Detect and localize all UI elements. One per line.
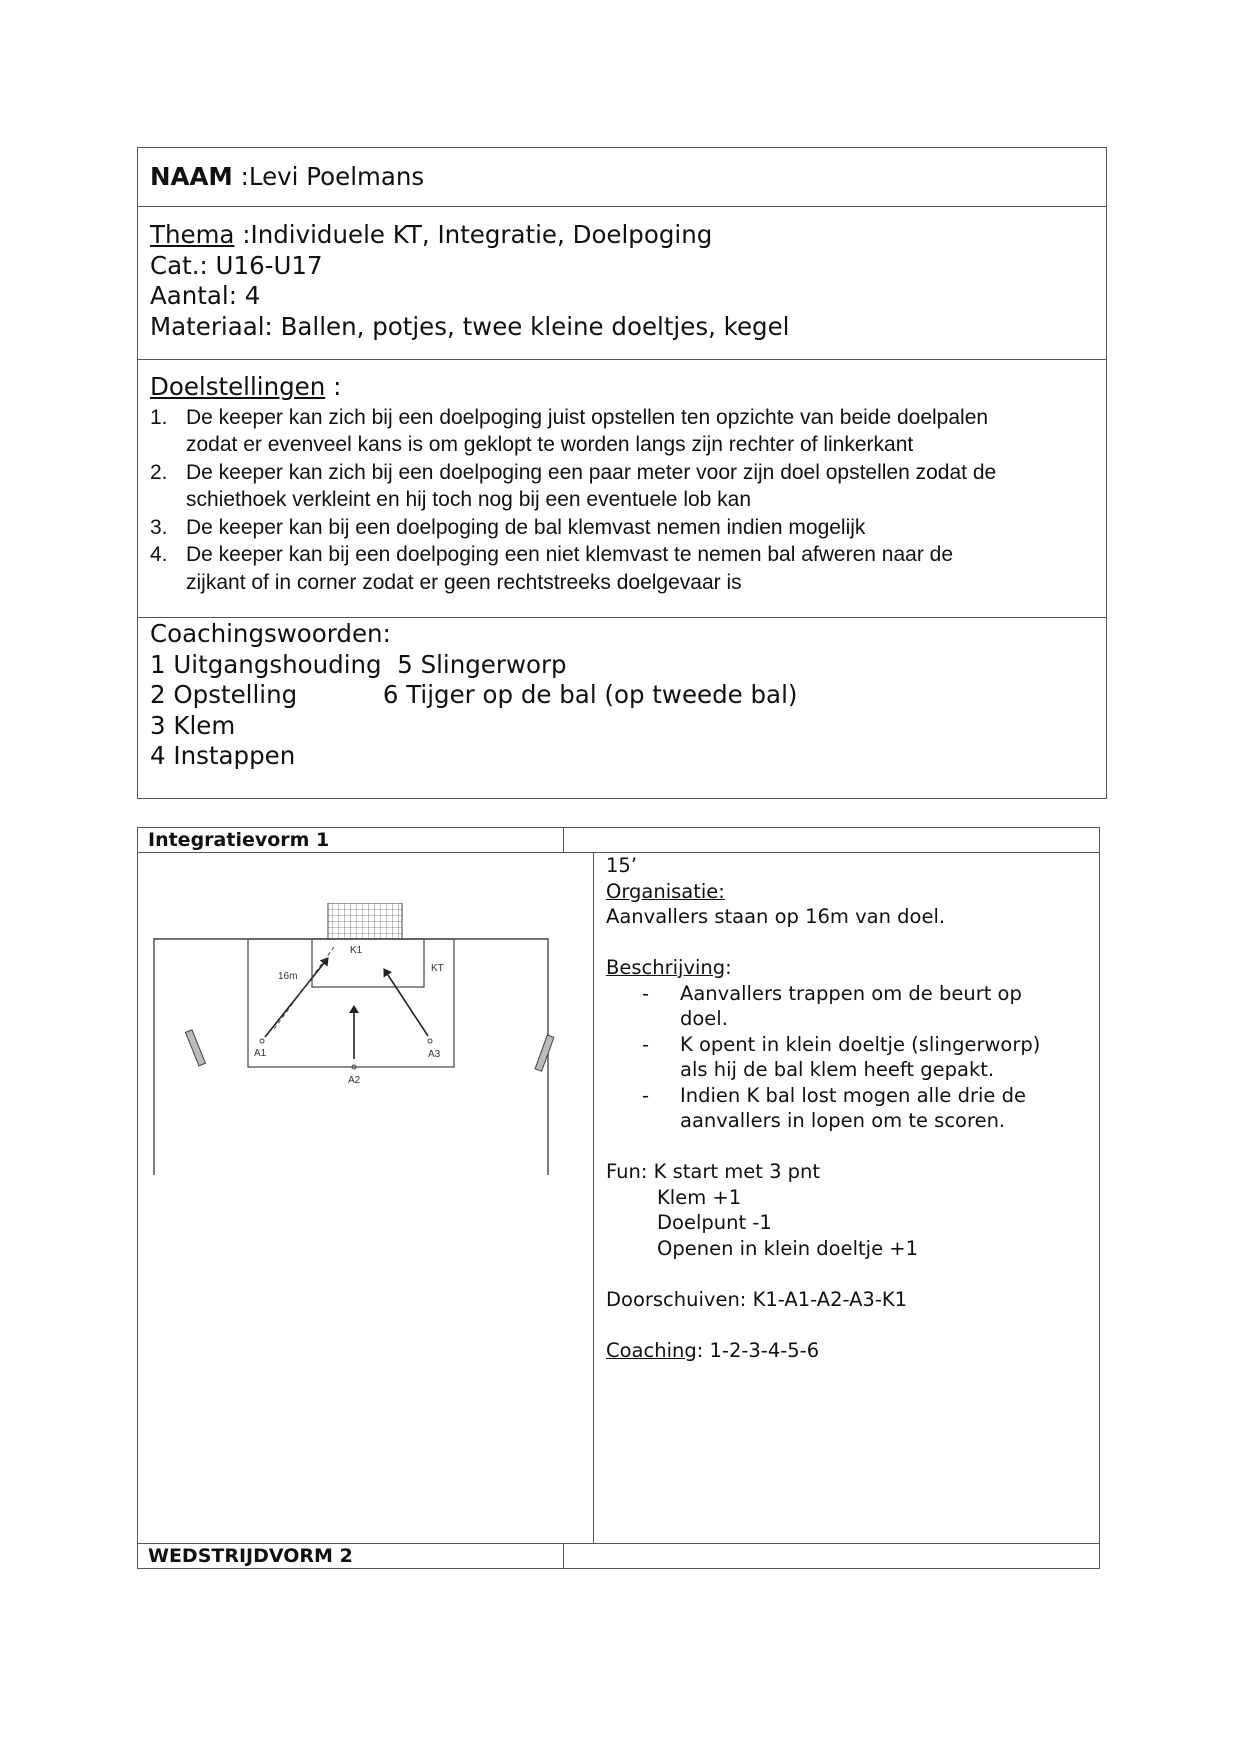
goal-text-line: De keeper kan bij een doelpoging een niet klemvast te nemen bal afweren naar de (186, 543, 954, 566)
fun-item: Klem +1 (657, 1185, 742, 1209)
coachingswoorden-label: Coachingswoorden: (150, 619, 391, 648)
goals-list (150, 404, 1106, 597)
organisatie-label: Organisatie: (606, 879, 725, 903)
next-exercise-row (138, 1543, 1099, 1568)
coaching-value: : 1-2-3-4-5-6 (696, 1338, 820, 1362)
bullet-text-line: als hij de bal klem heeft gepakt. (680, 1058, 995, 1081)
lesson-info-box (137, 147, 1107, 799)
label-k1: K1 (350, 945, 363, 956)
thema-line (150, 220, 1106, 251)
coaching-line: 3 Klem (150, 710, 236, 740)
description-bullet (606, 981, 1089, 1032)
exercise-title: Integratievorm 1 (138, 828, 564, 852)
bullet-text-line: K opent in klein doeltje (slingerworp) (680, 1032, 1041, 1056)
doorschuiven-text: Doorschuiven: K1-A1-A2-A3-K1 (606, 1287, 908, 1311)
cat-line: Cat.: U16-U17 (150, 250, 323, 280)
exercise-header-row (138, 828, 1099, 853)
goal-text-line: zijkant of in corner zodat er geen rechtstreeks doelgevaar is (186, 570, 742, 594)
thema-section (138, 206, 1106, 359)
goal-number: 4. (150, 543, 168, 566)
beschrijving-suffix: : (725, 956, 732, 979)
naam-section (138, 148, 1106, 206)
naam-line (150, 162, 1106, 193)
exercise-body-row (138, 853, 1099, 1543)
doelstellingen-heading (150, 372, 1106, 403)
aantal-line: Aantal: 4 (150, 281, 261, 310)
organisatie-text: Aanvallers staan op 16m van doel. (606, 905, 946, 928)
label-kt: KT (431, 963, 444, 974)
bullet-text-line: doel. (680, 1007, 728, 1030)
doelstellingen-section (138, 359, 1106, 617)
naam-value: :Levi Poelmans (232, 162, 425, 191)
player-a3-marker (428, 1039, 432, 1043)
bullet-text-line: Indien K bal lost mogen alle drie de (680, 1083, 1026, 1107)
exercise-table (137, 827, 1100, 1569)
bullet-text-line: Aanvallers trappen om de beurt op (680, 981, 1022, 1005)
fun-item: Openen in klein doeltje +1 (657, 1236, 919, 1260)
goal-text-line: De keeper kan zich bij een doelpoging een paar meter voor zijn doel opstellen zodat de (186, 460, 997, 484)
beschrijving-label: Beschrijving (606, 956, 726, 979)
arrow-a1-run (274, 947, 334, 1029)
description-bullet (606, 1032, 1089, 1083)
exercise-description (606, 853, 1089, 1363)
bullet-text-line: aanvallers in lopen om te scoren. (680, 1109, 1006, 1132)
bullet-dash: - (642, 1083, 650, 1107)
bullet-dash: - (642, 981, 650, 1005)
goal-item (150, 459, 1106, 514)
materiaal-line: Materiaal: Ballen, potjes, twee kleine doeltjes, kegel (150, 311, 790, 341)
beschrijving-heading (606, 955, 1089, 981)
goal-text-line: zodat er evenveel kans is om geklopt te worden langs zijn rechter of linkerkant (186, 433, 914, 456)
spacer (606, 1261, 1089, 1287)
coaching-heading (606, 1338, 1089, 1364)
thema-label: Thema (150, 220, 235, 249)
label-a3: A3 (428, 1049, 441, 1060)
coaching-line: 2 Opstelling 6 Tijger op de bal (op tweede bal) (150, 680, 798, 709)
naam-label: NAAM (150, 162, 233, 191)
label-16m: 16m (278, 971, 298, 982)
spacer (606, 930, 1089, 956)
goal-text-line: schiethoek verkleint en hij toch nog bij een eventuele lob kan (186, 488, 752, 511)
goal-area (312, 939, 424, 987)
doelstellingen-label: Doelstellingen (150, 372, 326, 401)
bullet-dash: - (642, 1032, 650, 1056)
goal-text-line: De keeper kan bij een doelpoging de bal klemvast nemen indien mogelijk (186, 515, 866, 539)
fun-item: Doelpunt -1 (657, 1211, 772, 1234)
description-bullet (606, 1083, 1089, 1134)
duration: 15’ (606, 854, 638, 877)
fun-title: Fun: K start met 3 pnt (606, 1160, 821, 1183)
coaching-label: Coaching (606, 1338, 697, 1362)
arrow-a3-shot (384, 969, 428, 1036)
coachingswoorden-section (138, 617, 1106, 800)
small-goal-right (535, 1035, 554, 1071)
goal-text-line: De keeper kan zich bij een doelpoging juist opstellen ten opzichte van beide doelpalen (186, 405, 989, 429)
goal-item (150, 541, 1106, 596)
goal-net (328, 903, 402, 939)
spacer (606, 1134, 1089, 1160)
field-outline (154, 939, 548, 1175)
penalty-area (248, 939, 454, 1067)
goal-item (150, 404, 1106, 459)
goal-number: 1. (150, 405, 168, 429)
field-diagram (152, 903, 564, 1191)
spacer (606, 1312, 1089, 1338)
goal-item (150, 514, 1106, 542)
goal-number: 3. (150, 515, 168, 539)
goal-number: 2. (150, 460, 168, 484)
thema-value: :Individuele KT, Integratie, Doelpoging (234, 220, 713, 249)
next-exercise-title: WEDSTRIJDVORM 2 (138, 1544, 564, 1568)
label-a1: A1 (254, 1048, 267, 1059)
coaching-line: 4 Instappen (150, 741, 296, 770)
column-divider (593, 853, 594, 1543)
small-goal-left (185, 1030, 205, 1066)
doelstellingen-suffix: : (325, 372, 342, 401)
player-a1-marker (260, 1039, 264, 1043)
coaching-line: 1 Uitgangshouding 5 Slingerworp (150, 649, 567, 679)
label-a2: A2 (348, 1075, 361, 1086)
